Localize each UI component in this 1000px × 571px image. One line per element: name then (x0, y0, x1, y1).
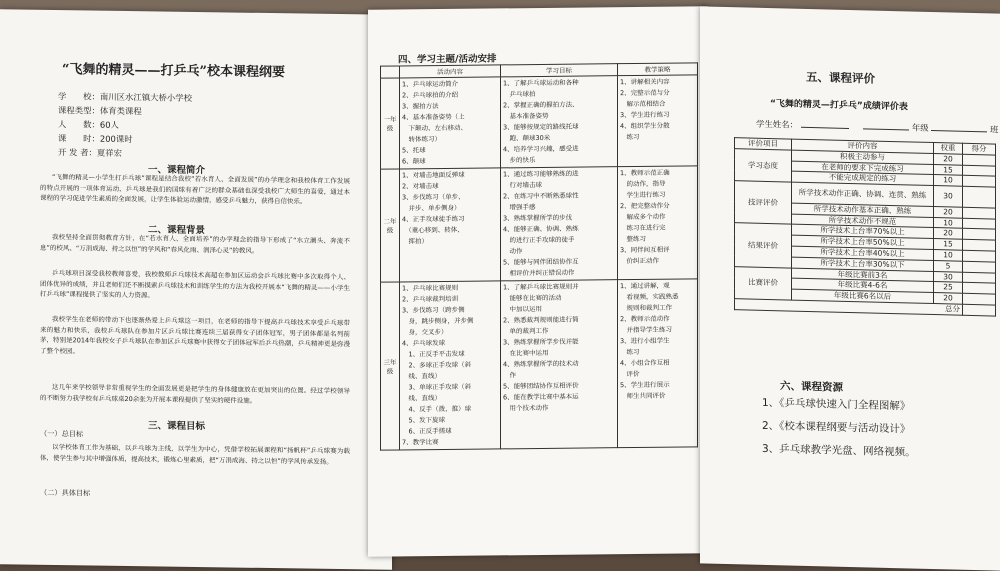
goal-line: 步的快乐 (503, 156, 536, 165)
goal-line: 跑、颠球30米 (503, 133, 551, 143)
strategy-line: 3、同伴间互相评 (620, 245, 670, 255)
strategy-line: 5、学生进行展示 (620, 380, 670, 390)
strategy-line: 4、小组合作互相 (620, 358, 670, 368)
activity-row (381, 166, 698, 282)
content-line: 5、托球 (402, 146, 426, 155)
content-cell (400, 168, 501, 282)
ev-header-item: 评价项目 (735, 138, 792, 150)
meta-developer: 开 发 者：夏祥宏 (58, 147, 122, 158)
content-line: 3、步伐练习（跨步侧 (402, 305, 465, 315)
strategy-line: 练习 (620, 347, 640, 357)
evaluation-weight-cell: 30 (934, 271, 963, 283)
goal-line: 增强手感 (503, 203, 536, 212)
content-line: 2、对墙击球 (402, 182, 439, 191)
evaluation-weight-cell: 10 (934, 175, 963, 187)
strategy-line: 并指导学生练习 (620, 325, 672, 335)
strategy-line: 1、讲解相关内容 (620, 77, 670, 87)
goal-cell (501, 76, 618, 168)
strategy-line: 整练习 (620, 234, 646, 244)
evaluation-score-cell[interactable] (963, 207, 996, 219)
content-line: 5、发下旋球 (402, 415, 446, 425)
content-line: （重心移到、转体、 (402, 225, 464, 235)
evaluation-score-cell[interactable] (963, 176, 996, 188)
grade-level-cell: 三年级 (381, 282, 400, 450)
strategy-line: 1、教师示范正确 (620, 168, 670, 178)
goal-line: 2、在练习中不断熟悉球性 (503, 191, 579, 201)
strategy-line: 3、学生进行练习 (620, 110, 670, 120)
goal-line: 3、熟练掌握所学的步伐 (503, 213, 573, 223)
goal-line: 1、了解乒乓球运动和各种 (503, 78, 579, 88)
strategy-line: 看视频，实践熟悉 (620, 292, 679, 302)
content-line: 2、乒乓球裁判培训 (402, 294, 459, 304)
background-para-1: 我校坚持全面贯彻教育方针，在“若水育人、全面培养”的办学理念的指导下形成了“水立潮头、奔流不息”的校风、“万涓成海、持之以恒”的学风和“春风化雨、润泽心灵”的教风。 (40, 232, 350, 255)
strategy-line: 解成多个动作 (620, 212, 666, 222)
content-line: 1、乒乓球比赛规则 (402, 283, 459, 293)
strategy-line: 2、完整示范与分 (620, 88, 670, 98)
evaluation-weight-cell: 20 (934, 293, 963, 305)
goal-line: 动作 (503, 247, 523, 256)
strategy-line: 评价 (620, 369, 640, 379)
goal-line: 乒乓球拍 (503, 90, 536, 99)
goal-line: 4、培养学习兴趣，感受进 (503, 144, 579, 154)
strategy-line: 2、把完整动作分 (620, 201, 670, 211)
meta-people: 人 数：60人 (58, 119, 119, 130)
student-name-row (756, 118, 998, 136)
content-line: 2、乒乓球拍的介绍 (402, 90, 459, 100)
total-score-cell[interactable] (963, 304, 996, 316)
syllabus-page-3 (700, 6, 1000, 570)
content-line: 身，跳步侧身，并步侧 (402, 316, 474, 326)
content-line: 下颠动、左右移动、 (402, 123, 467, 133)
evaluation-score-cell[interactable] (963, 272, 996, 284)
content-line: 3、步伐练习（单步、 (402, 192, 465, 202)
resource-item: 1、《乒乓球快速入门全程图解》 (762, 396, 911, 413)
strategy-line: 练习 (620, 132, 640, 142)
goal-line: 3、能够按规定的路线托球 (503, 122, 579, 132)
evaluation-score-cell[interactable] (963, 165, 996, 177)
goal-line: 中加以运用 (503, 304, 542, 314)
section-goals-heading: 三、课程目标 (148, 420, 206, 433)
goal-line: 作 (503, 371, 516, 380)
syllabus-title: “飞舞的精灵——打乒乓”校本课程纲要 (62, 62, 285, 81)
content-line: 转体练习） (402, 135, 441, 144)
evaluation-weight-cell: 15 (934, 164, 963, 176)
evaluation-weight-cell: 15 (934, 239, 963, 251)
background-para-3: 我校学生在老师的带动下也逐渐热爱上乒乓球这一项目，在老师的指导下提高乒乓球技术享受乒乓球带来的魅力和快乐，我校乒乓球队在参加片区乒乓球比赛连续三届获得女子团体冠军，男子团体都是名列前茅，特别是2014年我校女子乒乓球队在参加区乒乓球赛中获得女子团体冠军后乒乓热潮，乒乓精神更是弥漫了整个校园。 (40, 314, 350, 356)
evaluation-content-cell: 所学技术动作正确、协调、连贯、熟练 (792, 182, 934, 206)
evaluation-content-cell: 所学技术上台率40%以上 (792, 246, 934, 260)
evaluation-item-cell: 结果评价 (735, 223, 792, 268)
content-line: 1、对墙击地面反弹球 (402, 170, 465, 180)
evaluation-item-cell: 学习态度 (735, 148, 792, 182)
total-label: 总分 (945, 304, 960, 314)
strategy-line: 4、组织学生分散 (620, 121, 670, 131)
strategy-line: 的动作，指导 (620, 179, 666, 189)
goal-line: 在比赛中运用 (503, 348, 549, 358)
section-background-heading: 二、课程背景 (148, 224, 206, 237)
content-line: 线、直线） (402, 372, 441, 381)
content-line: 挥拍） (402, 237, 428, 246)
strategy-cell (618, 279, 698, 448)
evaluation-weight-cell: 25 (934, 282, 963, 294)
strategy-cell (618, 75, 698, 167)
content-line: 身，交叉步） (402, 327, 448, 337)
activity-row (381, 75, 698, 169)
grade-label: 年级 (911, 122, 929, 133)
evaluation-content-cell: 在老师的要求下完成练习 (792, 161, 934, 175)
goal-line: 单的裁判工作 (503, 326, 549, 336)
strategy-line: 规则和裁判工作 (620, 303, 672, 313)
evaluation-content-cell: 年级比赛前3名 (792, 268, 934, 282)
activity-table-body (381, 75, 698, 450)
general-goal-heading: （一）总目标 (40, 428, 84, 439)
strategy-line: 解示范相结合 (620, 99, 666, 109)
strategy-line: 2、教师示范动作 (620, 314, 670, 324)
evaluation-score-cell[interactable] (963, 239, 996, 251)
goal-line: 2、掌握正确的握拍方法、 (503, 100, 579, 110)
evaluation-score-cell[interactable] (963, 229, 996, 241)
evaluation-content-cell: 积极主动参与 (792, 150, 934, 164)
evaluation-table-body (735, 148, 996, 315)
strategy-line: 练习在进行完 (620, 223, 666, 233)
goal-line: 相评价并纠正错误动作 (503, 268, 575, 278)
evaluation-weight-cell: 30 (934, 186, 963, 207)
evaluation-content-cell: 所学技术上台率30%以下 (792, 257, 934, 271)
content-line: 3、单球正手攻球（斜 (402, 382, 472, 392)
general-goal-text: 以学校体育工作为基础，以乒乓球为主线，以学生为中心，凭借学校拓展课程和“扬帆杯”乒乓球赛为载体，使学生参与其中增强体质，提高技术，锻炼心里素质，把“万涓成海、持之以恒”的学风传承发扬。 (40, 442, 350, 466)
goal-line: 5、能够团结协作互相评价 (503, 381, 579, 391)
evaluation-table (734, 137, 996, 316)
evaluation-table-title: “飞舞的精灵—打乒乓”成绩评价表 (770, 99, 908, 113)
goal-line: 用个技术动作 (503, 403, 549, 413)
grade-level-cell: 二年级 (381, 169, 400, 282)
evaluation-content-cell: 所学技术动作不规范 (792, 214, 934, 228)
evaluation-weight-cell: 20 (934, 228, 963, 240)
evaluation-weight-cell: 5 (934, 260, 963, 272)
grade-level-cell: 一年级 (381, 78, 400, 169)
evaluation-item-cell: 比赛评价 (735, 266, 792, 300)
content-line: 并步、单步侧身） (402, 203, 461, 213)
content-cell (400, 281, 501, 450)
section-intro-heading: 一、课程简介 (148, 164, 206, 177)
goal-line: 5、能够与同伴团结协作互 (503, 257, 579, 267)
goal-line: 1、通过练习能够熟练的进 (503, 169, 579, 179)
resource-item: 2、《校本课程纲要与活动设计》 (762, 419, 911, 436)
activity-row (381, 279, 698, 450)
section-intro-text: “飞舞的精灵—小学生打乒乓球”课程是结合我校“若水育人、全面发展”的办学理念和我校体育工作发展的特点开展的一项体育运动，乒乓球是我们的国球有着广泛的群众基础也深受我校广大师生的喜爱，通过本课程的学习促进学生素质的全面发展，让学生体验运动激情，感受乒乓魅力，获得自信快乐。 (40, 172, 350, 206)
header-strategy: 教学策略 (618, 63, 698, 76)
content-line: 3、握拍方法 (402, 102, 439, 111)
goal-line: 3、熟练掌握所学步伐并能 (503, 337, 579, 347)
evaluation-section-title: 五、课程评价 (806, 69, 875, 86)
content-line: 4、反手（拨、推）球 (402, 404, 472, 414)
goal-line: 6、能在教学比赛中基本运 (503, 392, 579, 402)
evaluation-item-cell: 技评评价 (735, 181, 792, 225)
specific-goal-heading: （二）具体目标 (40, 487, 91, 498)
ev-header-weight: 权重 (934, 143, 963, 155)
goal-cell (501, 280, 618, 449)
meta-school: 学 校：南川区水江镇大桥小学校 (58, 91, 192, 103)
strategy-cell (618, 166, 698, 280)
syllabus-page-2 (368, 6, 708, 557)
content-line: 7、教学比赛 (402, 438, 439, 447)
resources-title: 六、课程资源 (780, 380, 843, 394)
goal-line: 基本准备姿势 (503, 111, 549, 121)
content-line: 6、颠球 (402, 157, 426, 166)
student-name-label: 学生姓名： (756, 118, 798, 130)
evaluation-weight-cell: 10 (934, 250, 963, 262)
evaluation-score-cell[interactable] (963, 250, 996, 262)
evaluation-weight-cell: 20 (934, 206, 963, 218)
goal-line: 2、熟悉裁判规则能进行简 (503, 315, 579, 325)
evaluation-weight-cell: 10 (934, 217, 963, 229)
evaluation-score-cell[interactable] (963, 261, 996, 273)
strategy-line: 3、进行小组学生 (620, 336, 670, 346)
goal-line: 的进行正手攻球的徒手 (503, 235, 575, 245)
background-para-2: 乒乓球项目深受我校教师喜爱，我校教师乒乓球技术高超在参加区运动会乒乓球比赛中多次取得个人、团体优异的成绩，并且老师们还不断摸索乒乓球技术和训练学生的方法为我校开展本“飞舞的精灵——小学生打乒乓球”课程提供了坚实的人力资源。 (40, 268, 350, 300)
evaluation-content-cell: 所学技术上台率50%以上 (792, 235, 934, 249)
course-meta (58, 90, 192, 162)
goal-line: 4、熟练掌握所学的技术动 (503, 359, 579, 369)
content-line: 线、直线） (402, 394, 441, 403)
evaluation-score-cell[interactable] (963, 218, 996, 230)
activity-table (380, 62, 698, 450)
strategy-line: 1、通过讲解，观 (620, 281, 670, 291)
ev-header-score: 得分 (963, 143, 996, 155)
strategy-line: 价纠正动作 (620, 256, 659, 266)
evaluation-weight-cell: 20 (934, 153, 963, 165)
evaluation-content-cell: 所学技术上台率70%以上 (792, 224, 934, 238)
evaluation-score-cell[interactable] (963, 154, 996, 166)
content-cell (400, 77, 501, 169)
content-line: 2、多球正手攻球（斜 (402, 360, 472, 370)
syllabus-page-1 (0, 9, 392, 569)
ev-header-content: 评价内容 (792, 139, 934, 153)
strategy-line: 学生进行练习 (620, 190, 666, 200)
content-line: 6、正反手搓球 (402, 426, 452, 436)
evaluation-score-cell[interactable] (963, 186, 996, 207)
evaluation-score-cell[interactable] (963, 283, 996, 295)
resources-list (762, 392, 916, 465)
goal-line: 行对墙击球 (503, 180, 542, 190)
goal-cell (501, 167, 618, 281)
content-line: 4、乒乓球发球 (402, 338, 446, 348)
strategy-line: 师生共同评价 (620, 391, 666, 401)
header-content: 活动内容 (400, 65, 501, 78)
class-label: 班 (989, 124, 999, 135)
activity-section-title: 四、学习主题/活动安排 (398, 53, 497, 66)
header-goal: 学习目标 (501, 64, 618, 77)
meta-hours: 课 时：200课时 (58, 133, 133, 145)
content-line: 1、正反手平击发球 (402, 349, 465, 359)
content-line: 4、基本准备姿势（上 (402, 112, 465, 122)
goal-line: 能够在比赛的活动 (503, 293, 562, 303)
content-line: 4、正手攻球徒手练习 (402, 214, 465, 224)
evaluation-content-cell: 不能完成规定的练习 (792, 171, 934, 185)
evaluation-content-cell: 所学技术动作基本正确、熟练 (792, 203, 934, 217)
content-line: 1、乒乓球运动简介 (402, 79, 459, 89)
resource-item: 3、乒乓球教学光盘、网络视频。 (762, 442, 916, 459)
meta-type: 课程类型：体育类课程 (58, 105, 142, 117)
evaluation-score-cell[interactable] (963, 293, 996, 305)
evaluation-content-cell: 年级比赛6名以后 (792, 289, 934, 303)
goal-line: 1、了解乒乓球比赛规则并 (503, 282, 579, 292)
goal-line: 4、能够正确、协调、熟练 (503, 224, 579, 234)
evaluation-content-cell: 年级比赛4-6名 (792, 278, 934, 292)
header-level (381, 66, 400, 78)
background-para-4: 这几年来学校领导非常重视学生的全面发展更是把学生的身体健康放在更加突出的位置。经过学校领导的不断努力我学校有乒乓球桌20余张为开展本课程提供了坚实的硬件设施。 (40, 382, 350, 405)
